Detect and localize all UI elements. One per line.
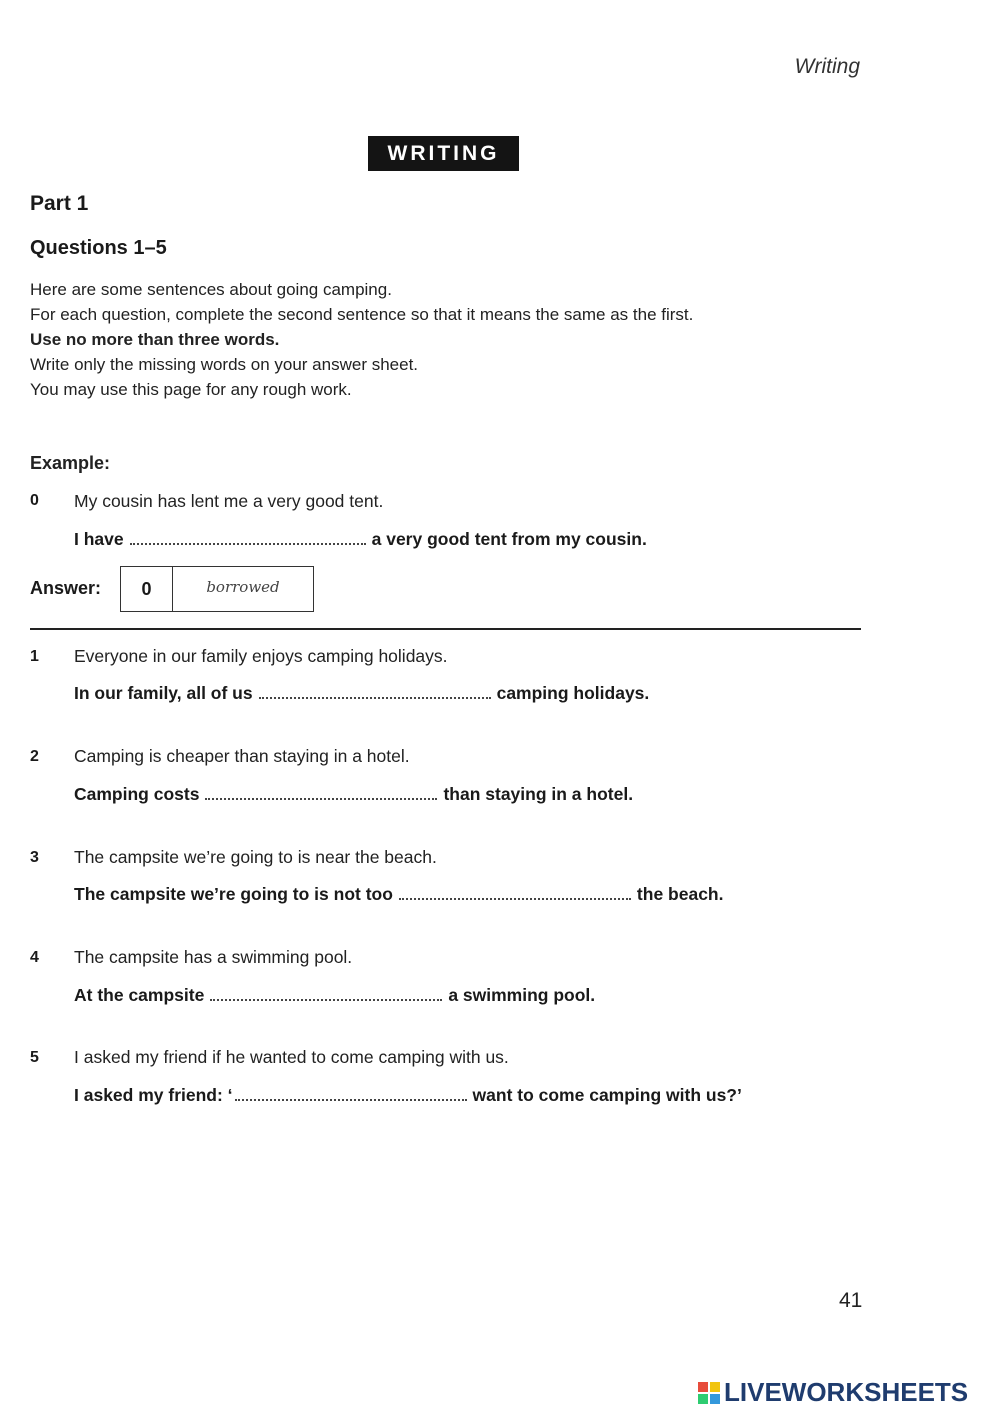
rewrite-after: camping holidays. [496, 683, 650, 703]
question-number: 2 [30, 748, 39, 765]
example-rewrite [74, 529, 647, 550]
question-number: 5 [30, 1049, 39, 1066]
question-rewrite [74, 683, 649, 704]
answer-gap[interactable] [399, 888, 631, 900]
instruction-line: Here are some sentences about going camping. [30, 280, 392, 299]
question-rewrite [74, 784, 633, 805]
instructions [30, 277, 693, 402]
answer-label: Answer: [30, 578, 102, 598]
question-prompt: I asked my friend if he wanted to come camping with us. [74, 1047, 509, 1067]
instruction-line: You may use this page for any rough work. [30, 380, 352, 399]
question-prompt: The campsite we’re going to is near the beach. [74, 847, 437, 867]
question-rewrite [74, 985, 595, 1006]
answer-box-word: borrowed [206, 578, 280, 596]
answer-gap[interactable] [210, 989, 442, 1001]
answer-box-number: 0 [121, 567, 173, 611]
rewrite-before: I asked my friend: ‘ [74, 1085, 233, 1105]
question-rewrite [74, 1085, 742, 1106]
brand-name: LIVEWORKSHEETS [724, 1377, 969, 1407]
divider [30, 628, 861, 630]
rewrite-after: a swimming pool. [448, 985, 596, 1005]
running-head: Writing [794, 55, 860, 78]
rewrite-before: I have [74, 529, 124, 549]
answer-gap[interactable] [205, 788, 437, 800]
rewrite-before: In our family, all of us [74, 683, 253, 703]
rewrite-after: want to come camping with us?’ [472, 1085, 742, 1105]
answer-gap [130, 533, 366, 545]
question-number: 3 [30, 849, 39, 866]
instruction-line: Write only the missing words on your answer sheet. [30, 355, 419, 374]
question-number: 1 [30, 648, 39, 665]
answer-gap[interactable] [259, 687, 491, 699]
part-title: Part 1 [30, 192, 89, 215]
section-banner: WRITING [368, 136, 519, 171]
rewrite-before: The campsite we’re going to is not too [74, 884, 393, 904]
instruction-line-bold: Use no more than three words. [30, 330, 280, 349]
question-prompt: Everyone in our family enjoys camping holidays. [74, 646, 448, 666]
rewrite-after: the beach. [636, 884, 724, 904]
example-prompt: My cousin has lent me a very good tent. [74, 491, 384, 511]
question-prompt: Camping is cheaper than staying in a hotel. [74, 746, 410, 766]
brand-logo[interactable] [698, 1377, 968, 1408]
page-number: 41 [839, 1289, 863, 1312]
answer-box [120, 566, 314, 612]
example-number: 0 [30, 492, 39, 509]
questions-title: Questions 1–5 [30, 237, 167, 259]
question-prompt: The campsite has a swimming pool. [74, 947, 353, 967]
brand-grid-icon [698, 1382, 720, 1404]
question-number: 4 [30, 949, 39, 966]
example-label: Example: [30, 453, 111, 473]
question-rewrite [74, 884, 723, 905]
rewrite-after: a very good tent from my cousin. [371, 529, 647, 549]
rewrite-before: At the campsite [74, 985, 205, 1005]
instruction-line: For each question, complete the second sentence so that it means the same as the first. [30, 305, 694, 324]
answer-gap[interactable] [235, 1089, 467, 1101]
rewrite-after: than staying in a hotel. [443, 784, 634, 804]
rewrite-before: Camping costs [74, 784, 200, 804]
